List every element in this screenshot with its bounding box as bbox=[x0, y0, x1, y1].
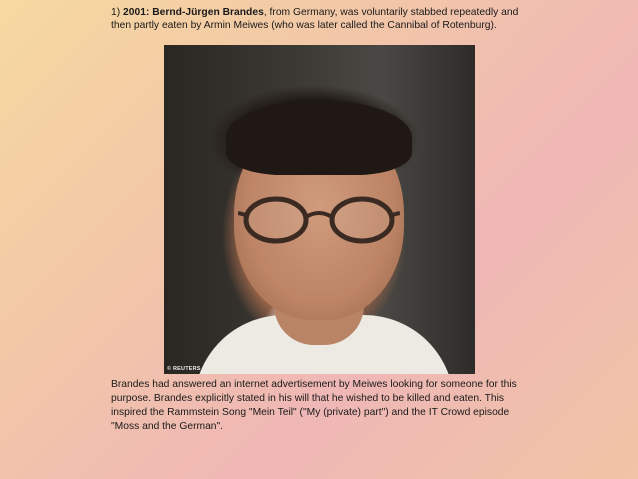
list-number: 1) bbox=[111, 7, 124, 18]
heading-bold: 2001: Bernd-Jürgen Brandes bbox=[123, 7, 264, 18]
intro-rest: , from Germany, was voluntarily stabbed repeatedly and then partly eaten by Armin Meiwes (who was later called the Cannibal of Rotenburg). bbox=[111, 7, 519, 31]
glasses-icon bbox=[238, 195, 400, 245]
photo-hair bbox=[226, 100, 412, 175]
description-paragraph: Brandes had answered an internet advertisement by Meiwes looking for someone for this purpose. Brandes explicitly stated in his will that he wished to be killed and eaten. This inspired the Rammstein Song "Mein Teil" ("My (private) part") and the IT Crowd episode "Moss and the German". bbox=[111, 379, 517, 432]
portrait-photo bbox=[164, 45, 475, 374]
photo-credit: © REUTERS bbox=[167, 366, 201, 372]
intro-paragraph bbox=[111, 6, 531, 32]
